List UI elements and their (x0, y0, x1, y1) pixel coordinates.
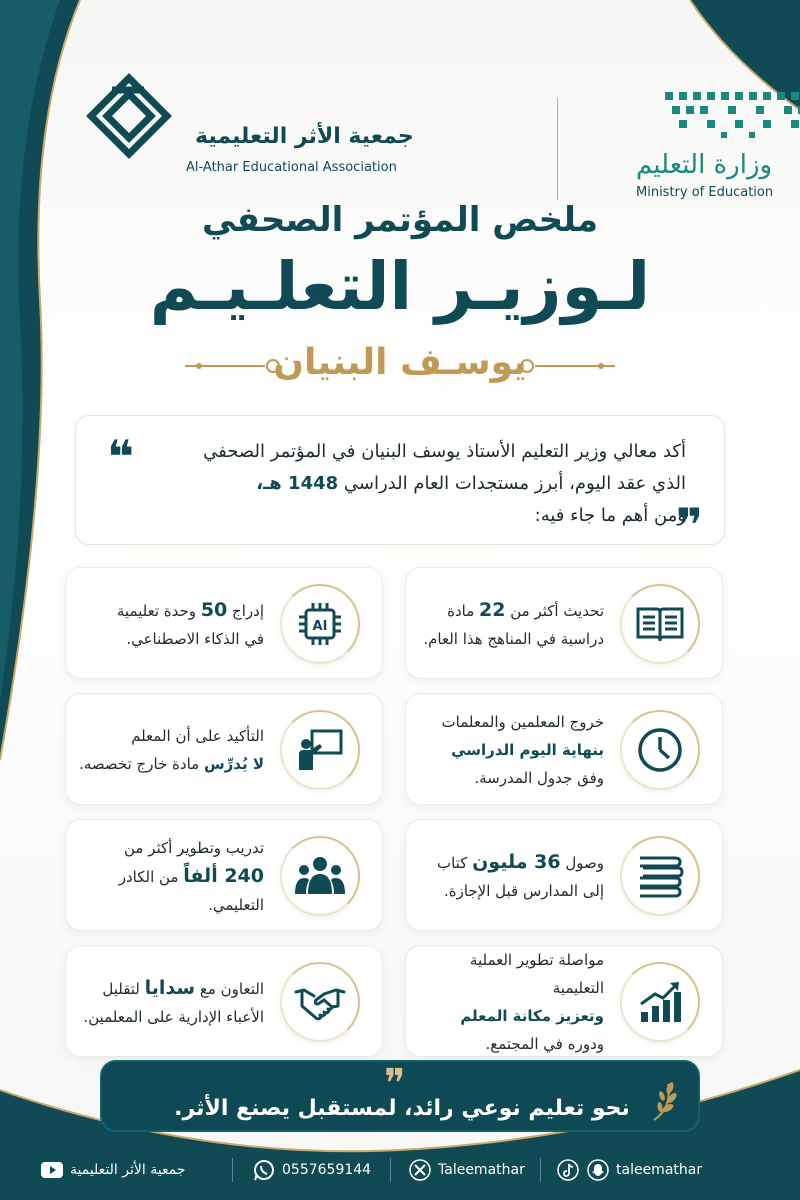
card-1-text-b: مادة (447, 601, 480, 620)
quote-year: 1448 هـ، (256, 473, 339, 494)
card-3-text-b: وفق جدول المدرسة. (474, 769, 604, 787)
card-6-text-b: من الكادر التعليمي. (118, 867, 264, 914)
card-ai-units (65, 567, 383, 679)
open-book-icon (635, 603, 685, 645)
slogan-banner (100, 1060, 700, 1132)
card-8-text-a: التعاون مع (195, 979, 264, 998)
card-1-text-a: تحديث أكثر من (505, 601, 604, 620)
banner-quote-icon: ❞ (384, 1061, 406, 1107)
card-teacher-status (405, 945, 723, 1057)
quote-text (166, 436, 686, 532)
youtube-icon (40, 1158, 64, 1182)
open-quote-icon: ❝ (107, 430, 134, 484)
footer-separator (540, 1158, 541, 1182)
card-3-highlight: بنهاية اليوم الدراسي (451, 741, 604, 759)
subtitle: ملخص المؤتمر الصحفي (201, 200, 599, 240)
minister-name-row (0, 342, 800, 392)
ai-chip-icon (297, 601, 343, 647)
ornament-right-icon (515, 356, 615, 376)
quote-line-1: أكد معالي وزير التعليم الأستاذ يوسف البنيان في المؤتمر الصحفي (203, 441, 686, 462)
card-sdaia-cooperation (65, 945, 383, 1057)
card-4-text-b: مادة خارج تخصصه. (79, 755, 204, 773)
clock-icon (636, 726, 684, 774)
footer-x[interactable] (408, 1156, 525, 1184)
card-staff-training (65, 819, 383, 931)
snapchat-icon (586, 1158, 610, 1182)
teacher-board-icon (296, 728, 344, 772)
quote-line-2 (166, 468, 686, 500)
card-6-text-a: تدريب وتطوير أكثر من (124, 838, 264, 857)
minister-name: يوسـف البنيان (273, 342, 527, 383)
svg-text:AI: AI (312, 619, 328, 634)
card-8-text-c: الأعباء الإدارية على المعلمين. (83, 1007, 264, 1026)
ministry-name-ar: وزارة التعليم (636, 150, 773, 180)
card-7-text-a: مواصلة تطوير العملية التعليمية (469, 951, 604, 997)
page-title: لـوزيـر التعلـيـم (149, 248, 651, 325)
card-4-text-a: التأكيد على أن المعلم (131, 727, 264, 745)
association-name-ar: جمعية الأثر التعليمية (195, 124, 414, 149)
card-1-number: 22 (479, 598, 506, 621)
card-2-text-c: في الذكاء الاصطناعي. (126, 629, 264, 648)
card-2-number: 50 (200, 598, 228, 621)
card-1-text-c: دراسية في المناهج هذا العام. (423, 629, 604, 648)
handshake-icon (294, 982, 346, 1022)
card-8-highlight: سدايا (144, 976, 196, 999)
ministry-logo-icon (665, 88, 800, 143)
association-name-en: Al-Athar Educational Association (186, 160, 397, 175)
whatsapp-icon (252, 1158, 276, 1182)
snapchat-handle: taleemathar (616, 1162, 703, 1178)
al-athar-logo-icon (82, 70, 177, 160)
quote-line-2-text: الذي عقد اليوم، أبرز مستجدات العام الدراسي (343, 473, 686, 494)
card-5-number: 36 مليون (472, 850, 561, 873)
header-divider (557, 98, 558, 200)
footer-whatsapp[interactable] (252, 1156, 371, 1184)
card-2-text-a: إدراج (227, 601, 264, 620)
youtube-label: جمعية الأثر التعليمية (70, 1162, 186, 1178)
footer-youtube[interactable] (40, 1156, 185, 1184)
card-5-text-a: وصول (560, 853, 604, 872)
x-icon (408, 1158, 432, 1182)
card-curriculum-update (405, 567, 723, 679)
card-teachers-dismissal (405, 693, 723, 805)
card-2-text-b: وحدة تعليمية (116, 601, 201, 620)
whatsapp-number: 0557659144 (282, 1162, 372, 1178)
ministry-name-en: Ministry of Education (636, 185, 774, 200)
card-7-highlight: وتعزيز مكانة المعلم (460, 1007, 604, 1025)
books-stack-icon (635, 854, 685, 898)
x-handle: Taleemathar (438, 1162, 525, 1178)
footer-separator (390, 1158, 391, 1182)
close-quote-icon: ❞ (676, 498, 703, 552)
card-4-highlight: لا يُدرِّس (203, 755, 264, 773)
people-group-icon (294, 856, 346, 896)
card-5-text-c: إلى المدارس قبل الإجازة. (443, 881, 604, 900)
slogan-text: نحو تعليم نوعي رائد، لمستقبل يصنع الأثر. (174, 1096, 630, 1121)
growth-chart-icon (637, 980, 683, 1024)
footer-separator (232, 1158, 233, 1182)
footer-social[interactable] (556, 1156, 702, 1184)
footer (0, 1150, 800, 1190)
card-books-delivery (405, 819, 723, 931)
card-3-text-a: خروج المعلمين والمعلمات (441, 713, 604, 731)
card-8-text-b: لتقليل (102, 979, 145, 998)
card-6-number: 240 ألفاً (183, 864, 264, 887)
quote-line-3: ومن أهم ما جاء فيه: (534, 505, 686, 526)
card-teacher-specialization (65, 693, 383, 805)
quote-box (75, 415, 725, 552)
card-7-text-b: ودوره في المجتمع. (485, 1035, 604, 1053)
laurel-right-icon (646, 1078, 680, 1122)
tiktok-icon (556, 1158, 580, 1182)
header (60, 40, 774, 200)
card-5-text-b: كتاب (436, 853, 473, 872)
